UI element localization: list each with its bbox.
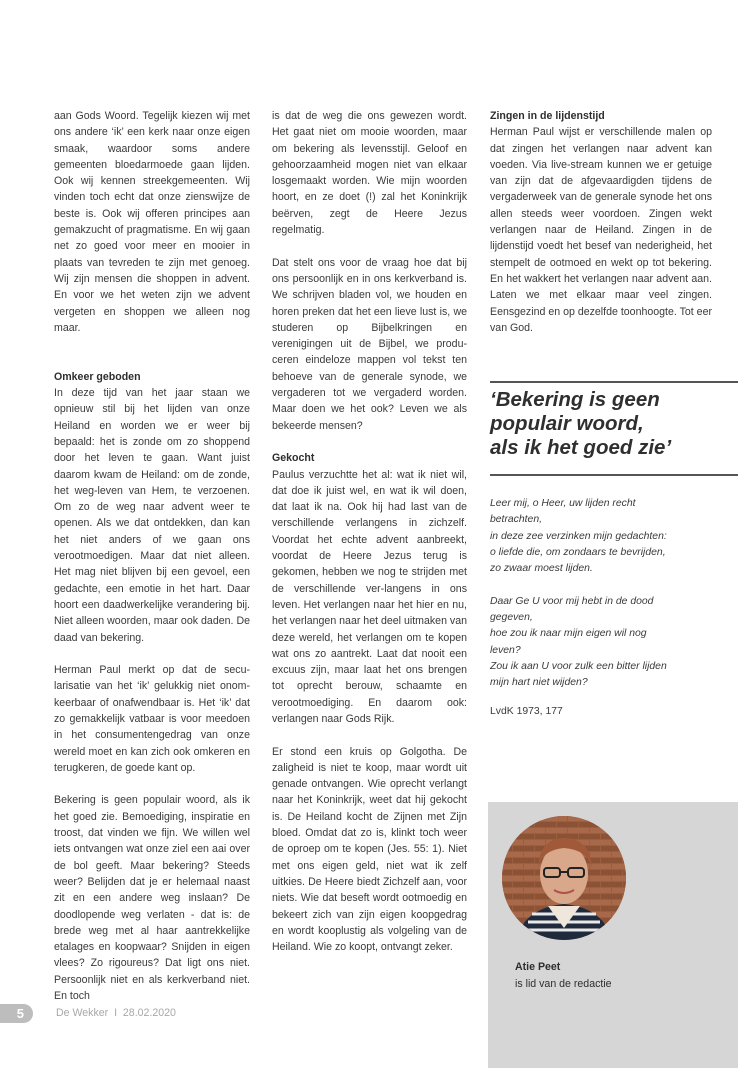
paragraph: Bekering is geen populair woord, als ik het goed zie. Bemoediging, inspiratie en troost, dat vinden we fijn. We willen wel iets ontvangen wat onze ziel een aai over de bol geeft. Maar bekering? Steeds weer? Belijden dat je er helemaal naast zit en een andere weg inslaan? De doodlopende weg verlaten - dat is: de brede weg met al haar aantrekkelijke etalages en koopwaar? Snijden in eigen vlees? Zo rigoureus? Dat ligt ons niet. Persoonlijk niet en als kerkverband niet. En toch	[54, 794, 250, 1003]
article-column-3	[490, 108, 712, 336]
hymn-line: betrachten,	[490, 514, 542, 526]
page-number: 5	[0, 1004, 33, 1023]
pull-quote-line: als ik het goed zie’	[490, 436, 672, 459]
paragraph: Paulus verzuchtte het al: wat ik niet wil, dat doe ik juist wel, en wat ik wil doen, dat laat ik na. Ook hij had last van de verschillende verlangens in zichzelf. Voordat het echte advent aanbreekt, voordat de Heere Jezus terug is gekomen, hebben we nog te strijden met de verschillende ver-langens in ons leven. Het verlangen naar het hier en nu, het verlangen naar het deel uitmaken van deze wereld, het verlangen om te kopen wat ons zo aantrekt. Laat dat nooit een excuus zijn, maar laat het ons brengen tot oprecht berouw, schaamte en verootmoediging. En daarom ook: verlangen naar Gods Rijk.	[272, 468, 467, 725]
avatar	[502, 816, 626, 940]
pull-quote	[490, 388, 730, 460]
quote-divider-bottom	[490, 474, 738, 476]
quote-divider-top	[490, 381, 738, 383]
hymn-line: hoe zou ik naar mijn eigen wil nog	[490, 628, 647, 640]
hymn-line: Zou ik aan U voor zulk een bitter lijden	[490, 660, 667, 672]
author-name: Atie Peet	[515, 961, 561, 973]
paragraph: Er stond een kruis op Golgotha. De zaligheid is niet te koop, maar wordt uit genade ontvangen. Wie oprecht verlangt naar het Koninkrijk, weet dat hij gekocht is. De Heiland kocht de Zijnen met Zijn bloed. Omdat dat zo is, klinkt toch weer de oproep om te kopen (Jes. 55: 1). Niet met ons eigen geld, niet wat ik zelf uitkies. De Heere biedt Zichzelf aan, voor niets. Wie dat beseft wordt ootmoedig en bekeert zich van zijn eigen koopgedrag en wordt kooplustig als volgeling van de Heiland. Wie zo koopt, ontvangt zeker.	[272, 745, 467, 954]
section-heading: Gekocht	[272, 452, 315, 465]
hymn-line: zo zwaar moest lijden.	[490, 563, 593, 575]
paragraph: Herman Paul wijst er verschillende malen op dat zingen het verlangen naar advent kan voeden. Via live-stream kunnen we er getuige van zijn dat de afgevaardigden tijdens de vergaderweek van de generale synode het ons allen steeds weer voordoen. Zingen wekt verlangen naar de Heiland. Zingen in de lijdenstijd voedt het besef van nederigheid, het stempelt de ootmoed en wekt op tot bekering. En het wakkert het verlangen naar advent aan. Laten we met elkaar maar veel zingen. Eensgezind en op dezelfde toonhoogte. Tot eer van God.	[490, 126, 712, 334]
section-heading: Zingen in de lijdenstijd	[490, 110, 605, 122]
pull-quote-line: ‘Bekering is geen	[490, 388, 660, 411]
hymn-line: o liefde die, om zondaars te bevrijden,	[490, 546, 666, 558]
hymn-line: in deze zee verzinken mijn gedachten:	[490, 530, 667, 542]
paragraph: aan Gods Woord. Tegelijk kiezen wij met ons andere ‘ik’ een kerk naar onze eigen smaak, waardoor soms andere gemeenten bloedarmoede gaan lijden. Ook wij kennen streekgemeenten. Wij vinden toch echt dat onze zienswijze de beste is. Ook wij offeren principes aan gemakzucht of pragmatisme. En wij gaan net zo goed voor meer en mooier in plaats van tevreden te zijn met genoeg. Wij zijn mensen die shoppen in advent. En voor we het weten zijn we advent vergeten en shoppen we alleen nog maar.	[54, 110, 250, 334]
paragraph: is dat de weg die ons gewezen wordt. Het gaat niet om mooie woorden, maar om bekering als levensstijl. Geloof en gehoorzaamheid mogen niet van elkaar losgemaakt worden. Wie mijn woorden hoort, en ze doet (!) zal het Koninkrijk beërven, zegt de Heere Jezus regelmatig.	[272, 110, 467, 237]
hymn-line: Daar Ge U voor mij hebt in de dood	[490, 595, 654, 607]
hymn-line: Leer mij, o Heer, uw lijden recht	[490, 498, 636, 509]
pull-quote-line: populair woord,	[490, 412, 644, 435]
hymn-line: leven?	[490, 644, 521, 656]
footer-publication: De Wekker I 28.02.2020	[56, 1007, 176, 1019]
author-role: is lid van de redactie	[515, 978, 612, 990]
article-column-1	[54, 108, 250, 1004]
paragraph: Herman Paul merkt op dat de secu-larisatie van het ‘ik’ gelukkig niet onom-keerbaar of onafwendbaar is. Het ‘ik’ dat zo gemakkelijk vatbaar is voor meedoen in het consumentengedrag van onze wereld moet en kan zich ook omkeren en terugkeren, de goede kant op.	[54, 664, 250, 774]
hymn-line: gegeven,	[490, 612, 533, 624]
paragraph: Dat stelt ons voor de vraag hoe dat bij ons persoonlijk en in ons kerkverband is. We schrijven bladen vol, we houden en horen preken dat het een lieve lust is, we studeren op Bijbelkringen en verenigingen uit de Bijbel, we produ-ceren eindeloze mappen vol tekst ten behoeve van de generale synode, we vergaderen tot we vergaderd worden. Maar doen we het ook? Leven we als bekeerde mensen?	[272, 256, 467, 432]
hymn-source: LvdK 1973, 177	[490, 706, 563, 717]
author-photo-icon	[502, 816, 626, 940]
paragraph: In deze tijd van het jaar staan we opnieuw stil bij het lijden van onze Heiland en worden we er weer bij bepaald: het is zonde om zo shoppend door het leven te gaan. Want juist daarom kwam de Heiland: om de zonde, het weg-leven van Hem, te verzoenen. Om zo de weg naar advent weer te openen. Als we dat ontdekken, dan kan het niet anders of we gaan ons verootmoedigen. Maar dat niet alleen. Het mag niet blijven bij een gevoel, een gedachte, een emotie in het hart. Daar hoort een daadwerkelijke verandering bij. Niet alleen woorden, maar ook daden. De daad van bekering.	[54, 387, 250, 644]
hymn-line: mijn hart niet wijden?	[490, 677, 588, 689]
hymn-verse	[490, 496, 720, 692]
section-heading: Omkeer geboden	[54, 370, 141, 383]
article-column-2	[272, 108, 467, 955]
